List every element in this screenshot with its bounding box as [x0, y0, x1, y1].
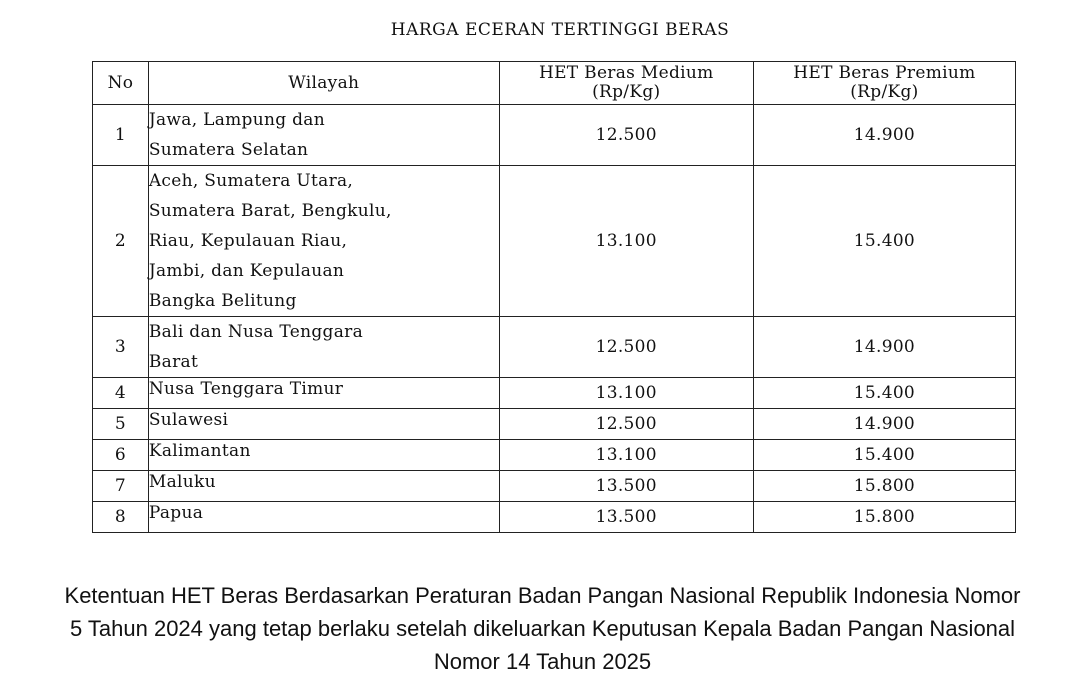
header-wilayah: Wilayah: [148, 62, 499, 105]
table-row: [93, 105, 1016, 166]
table-row: [93, 317, 1016, 378]
table-header-row: [93, 62, 1016, 105]
wilayah-line: Nusa Tenggara Timur: [148, 379, 344, 399]
row-het-premium: 15.400: [753, 378, 1015, 409]
wilayah-line: Maluku: [148, 472, 216, 492]
header-het-medium-line1: HET Beras Medium: [538, 63, 714, 83]
row-het-medium: 13.100: [499, 440, 753, 471]
table-row: [93, 440, 1016, 471]
wilayah-line: Bangka Belitung: [148, 291, 297, 311]
wilayah-line: Sumatera Selatan: [148, 140, 309, 160]
row-het-medium: 13.100: [499, 378, 753, 409]
wilayah-line: Sulawesi: [148, 410, 229, 430]
row-het-premium: 14.900: [753, 317, 1015, 378]
footnote: [20, 579, 1065, 678]
row-wilayah: [148, 502, 499, 533]
header-het-medium: [499, 62, 753, 105]
table-row: [93, 471, 1016, 502]
row-het-medium: 12.500: [499, 317, 753, 378]
wilayah-line: Bali dan Nusa Tenggara: [148, 322, 364, 342]
row-wilayah: [148, 440, 499, 471]
document-title: HARGA ECERAN TERTINGGI BERAS: [390, 20, 730, 40]
footnote-line: 5 Tahun 2024 yang tetap berlaku setelah dikeluarkan Keputusan Kepala Badan Pangan Nasional: [69, 616, 1016, 641]
row-number: 2: [93, 166, 149, 317]
footnote-line: Ketentuan HET Beras Berdasarkan Peraturan Badan Pangan Nasional Republik Indonesia Nomor: [64, 583, 1021, 608]
row-number: 6: [93, 440, 149, 471]
row-het-premium: 15.800: [753, 502, 1015, 533]
row-wilayah: [148, 471, 499, 502]
row-het-premium: 14.900: [753, 105, 1015, 166]
row-number: 5: [93, 409, 149, 440]
row-het-medium: 13.500: [499, 471, 753, 502]
row-wilayah: [148, 409, 499, 440]
footnote-line: Nomor 14 Tahun 2025: [433, 649, 652, 674]
table-row: [93, 409, 1016, 440]
row-wilayah: [148, 317, 499, 378]
table-row: [93, 378, 1016, 409]
table-row: [93, 166, 1016, 317]
row-het-premium: 15.400: [753, 440, 1015, 471]
wilayah-line: Kalimantan: [148, 441, 251, 461]
row-het-premium: 14.900: [753, 409, 1015, 440]
header-no: No: [93, 62, 149, 105]
header-het-premium: [753, 62, 1015, 105]
header-het-premium-line2: (Rp/Kg): [850, 82, 919, 102]
row-het-premium: 15.800: [753, 471, 1015, 502]
row-het-medium: 12.500: [499, 105, 753, 166]
row-number: 8: [93, 502, 149, 533]
row-number: 7: [93, 471, 149, 502]
wilayah-line: Riau, Kepulauan Riau,: [148, 231, 348, 251]
wilayah-line: Jawa, Lampung dan: [148, 110, 325, 130]
header-het-medium-line2: (Rp/Kg): [592, 82, 661, 102]
header-het-premium-line1: HET Beras Premium: [793, 63, 976, 83]
wilayah-line: Aceh, Sumatera Utara,: [148, 171, 354, 191]
row-number: 1: [93, 105, 149, 166]
row-het-premium: 15.400: [753, 166, 1015, 317]
wilayah-line: Sumatera Barat, Bengkulu,: [148, 201, 392, 221]
row-wilayah: [148, 378, 499, 409]
wilayah-line: Jambi, dan Kepulauan: [148, 261, 345, 281]
row-number: 3: [93, 317, 149, 378]
row-het-medium: 13.100: [499, 166, 753, 317]
table-row: [93, 502, 1016, 533]
wilayah-line: Barat: [148, 352, 199, 372]
row-wilayah: [148, 105, 499, 166]
het-table: [92, 61, 1016, 533]
row-het-medium: 13.500: [499, 502, 753, 533]
row-number: 4: [93, 378, 149, 409]
row-wilayah: [148, 166, 499, 317]
row-het-medium: 12.500: [499, 409, 753, 440]
wilayah-line: Papua: [148, 503, 204, 523]
